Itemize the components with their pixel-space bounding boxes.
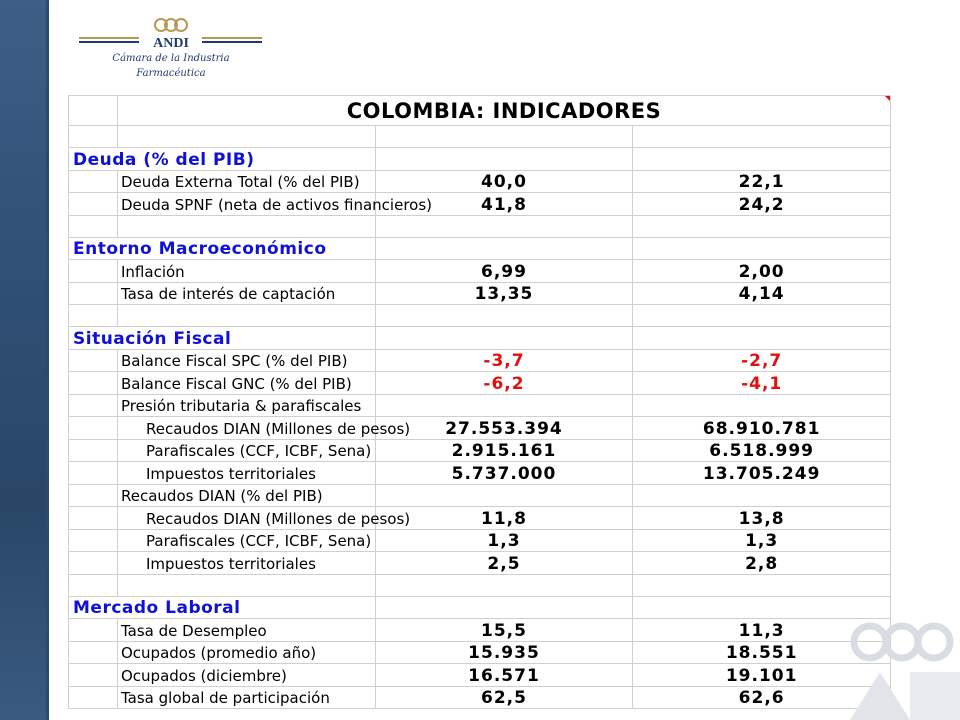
blank-row: [69, 574, 891, 596]
section-heading: Situación Fiscal: [69, 327, 376, 350]
value-col-1: 6,99: [375, 260, 633, 283]
andi-logo-mark: [76, 16, 266, 50]
value-col-1: 11,8: [375, 507, 633, 530]
section-row: [69, 596, 891, 619]
table-row: [69, 417, 891, 440]
row-label: Tasa de Desempleo: [118, 619, 376, 642]
row-label: Recaudos DIAN (% del PIB): [118, 484, 376, 507]
indicators-table: [68, 95, 891, 709]
table-title: COLOMBIA: INDICADORES: [118, 96, 891, 126]
table-row: [69, 619, 891, 642]
table-row: [69, 686, 891, 709]
table-row: [69, 170, 891, 193]
table-row: [69, 507, 891, 530]
value-col-1: 27.553.394: [375, 417, 633, 440]
value-col-1: [375, 394, 633, 417]
logo-subtitle-line1: Cámara de la Industria: [112, 53, 230, 64]
value-col-2: 62,6: [633, 686, 891, 709]
table-row: [69, 349, 891, 372]
value-col-1: 2.915.161: [375, 439, 633, 462]
table-row: [69, 484, 891, 507]
row-label: Recaudos DIAN (Millones de pesos): [118, 507, 376, 530]
row-label: Deuda Externa Total (% del PIB): [118, 170, 376, 193]
table-row: [69, 372, 891, 395]
title-row: [69, 96, 891, 126]
value-col-1: 2,5: [375, 552, 633, 575]
value-col-2: -2,7: [633, 349, 891, 372]
value-col-2: 4,14: [633, 282, 891, 305]
value-col-1: 40,0: [375, 170, 633, 193]
table-row: [69, 552, 891, 575]
table-row: [69, 529, 891, 552]
section-heading: Entorno Macroeconómico: [69, 237, 376, 260]
value-col-1: -6,2: [375, 372, 633, 395]
row-label: Balance Fiscal SPC (% del PIB): [118, 349, 376, 372]
table-row: [69, 462, 891, 485]
table-row: [69, 664, 891, 687]
section-heading: Mercado Laboral: [69, 596, 376, 619]
section-row: [69, 327, 891, 350]
slide-sidebar: [0, 0, 46, 720]
row-label: Inflación: [118, 260, 376, 283]
row-label: Parafiscales (CCF, ICBF, Sena): [118, 529, 376, 552]
value-col-2: 13.705.249: [633, 462, 891, 485]
value-col-1: 16.571: [375, 664, 633, 687]
andi-watermark: [810, 610, 960, 720]
row-label: Impuestos territoriales: [118, 552, 376, 575]
value-col-1: 13,35: [375, 282, 633, 305]
row-label: Impuestos territoriales: [118, 462, 376, 485]
value-col-2: 2,8: [633, 552, 891, 575]
value-col-1: 62,5: [375, 686, 633, 709]
blank-row: [69, 305, 891, 327]
value-col-2: [633, 484, 891, 507]
section-row: [69, 237, 891, 260]
value-col-2: 11,3: [633, 619, 891, 642]
row-label: Balance Fiscal GNC (% del PIB): [118, 372, 376, 395]
value-col-2: 6.518.999: [633, 439, 891, 462]
value-col-1: [375, 484, 633, 507]
logo-subtitle-line2: Farmacéutica: [136, 68, 206, 79]
table-row: [69, 282, 891, 305]
table-row: [69, 193, 891, 216]
row-label: Parafiscales (CCF, ICBF, Sena): [118, 439, 376, 462]
value-col-2: 1,3: [633, 529, 891, 552]
value-col-1: 15,5: [375, 619, 633, 642]
value-col-2: 2,00: [633, 260, 891, 283]
svg-text:ANDI: ANDI: [153, 36, 189, 51]
value-col-2: 13,8: [633, 507, 891, 530]
row-label: Ocupados (diciembre): [118, 664, 376, 687]
value-col-1: -3,7: [375, 349, 633, 372]
table-row: [69, 394, 891, 417]
value-col-1: 1,3: [375, 529, 633, 552]
table-row: [69, 260, 891, 283]
value-col-2: 22,1: [633, 170, 891, 193]
table-row: [69, 439, 891, 462]
andi-logo: [76, 16, 266, 86]
section-heading: Deuda (% del PIB): [69, 148, 376, 171]
row-label: Tasa de interés de captación: [118, 282, 376, 305]
value-col-1: 15.935: [375, 641, 633, 664]
row-label: Tasa global de participación: [118, 686, 376, 709]
blank-row: [69, 126, 891, 148]
row-label: Ocupados (promedio año): [118, 641, 376, 664]
row-label: Recaudos DIAN (Millones de pesos): [118, 417, 376, 440]
row-label: Presión tributaria & parafiscales: [118, 394, 376, 417]
value-col-2: 68.910.781: [633, 417, 891, 440]
value-col-2: 24,2: [633, 193, 891, 216]
value-col-2: -4,1: [633, 372, 891, 395]
value-col-1: 5.737.000: [375, 462, 633, 485]
row-label: Deuda SPNF (neta de activos financieros): [118, 193, 376, 216]
table-row: [69, 641, 891, 664]
value-col-1: 41,8: [375, 193, 633, 216]
value-col-2: 18.551: [633, 641, 891, 664]
blank-row: [69, 215, 891, 237]
value-col-2: 19.101: [633, 664, 891, 687]
section-row: [69, 148, 891, 171]
value-col-2: [633, 394, 891, 417]
